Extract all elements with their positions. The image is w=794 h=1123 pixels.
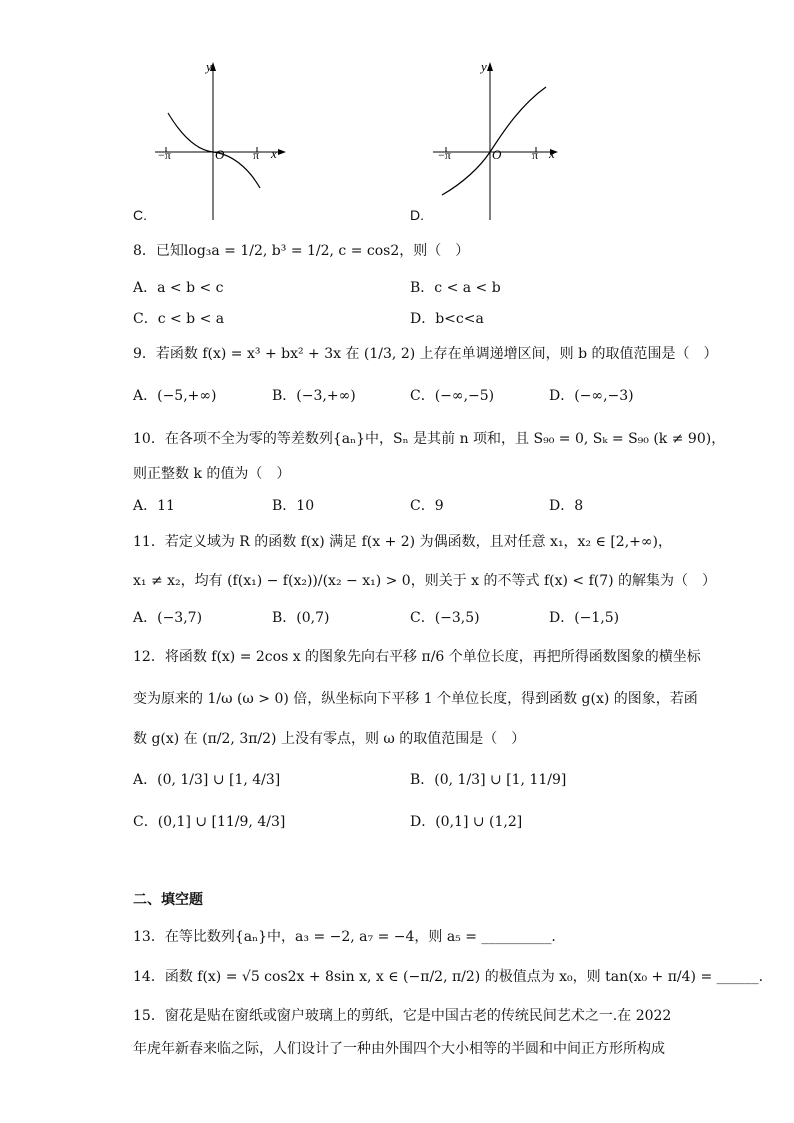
q12-option-d: D．(0,1] ∪ (1,2] bbox=[410, 814, 523, 830]
curve bbox=[168, 113, 260, 188]
x-axis-arrow bbox=[278, 149, 286, 155]
q15-line-2: 年虎年新春来临之际，人们设计了一种由外围四个大小相等的半圆和中间正方形所构成 bbox=[133, 1041, 665, 1057]
q10-option-a: A．11 bbox=[133, 498, 175, 514]
q11-option-d: D．(−1,5) bbox=[549, 610, 620, 626]
q10-stem-2: 则正整数 k 的值为（ ） bbox=[133, 466, 291, 482]
q9-option-b: B．(−3,+∞) bbox=[272, 388, 356, 404]
q11-stem: 11．若定义域为 R 的函数 f(x) 满足 f(x + 2) 为偶函数，且对任意 x₁，x₂ ∈ [2,+∞)， bbox=[133, 534, 672, 550]
q11-option-a: A．(−3,7) bbox=[133, 610, 203, 626]
neg-pi-label: −π bbox=[438, 148, 451, 162]
graph-c-option: C. bbox=[133, 207, 147, 223]
q9-option-a: A．(−5,+∞) bbox=[133, 388, 217, 404]
graph-c-svg bbox=[150, 55, 290, 225]
graph-c bbox=[150, 55, 290, 229]
neg-pi-label: −π bbox=[158, 148, 171, 162]
q12-stem: 12．将函数 f(x) = 2cos x 的图象先向右平移 π/6 个单位长度，再把所得函数图象的横坐标 bbox=[133, 649, 701, 665]
q13: 13．在等比数列{aₙ}中，a₃ = −2, a₇ = −4，则 a₅ = __________. bbox=[133, 929, 556, 945]
pi-label: π bbox=[532, 148, 539, 162]
q9-stem: 9．若函数 f(x) = x³ + bx² + 3x 在 (1/3, 2) 上存在单调递增区间，则 b 的取值范围是（ ） bbox=[133, 346, 718, 362]
q9-option-d: D．(−∞,−3) bbox=[549, 388, 634, 404]
origin-label: O bbox=[215, 147, 225, 162]
q8-option-a: A．a < b < c bbox=[133, 280, 224, 296]
graph-d-svg bbox=[428, 55, 568, 225]
x-label: x bbox=[549, 146, 555, 161]
graph-d-option: D. bbox=[410, 207, 424, 223]
q15-line-1: 15．窗花是贴在窗纸或窗户玻璃上的剪纸，它是中国古老的传统民间艺术之一.在 2022 bbox=[133, 1008, 672, 1024]
q8-option-b: B．c < a < b bbox=[410, 280, 501, 296]
y-axis-arrow bbox=[487, 62, 493, 71]
origin-label: O bbox=[492, 147, 502, 162]
q9-option-c: C．(−∞,−5) bbox=[410, 388, 495, 404]
q10-option-b: B．10 bbox=[272, 498, 315, 514]
q10-option-c: C．9 bbox=[410, 498, 444, 514]
q11-stem-2: x₁ ≠ x₂，均有 (f(x₁) − f(x₂))/(x₂ − x₁) > 0，则关于 x 的不等式 f(x) < f(7) 的解集为（ ） bbox=[133, 573, 717, 589]
q12-stem-2: 变为原来的 1/ω (ω > 0) 倍，纵坐标向下平移 1 个单位长度，得到函数 g(x) 的图象，若函 bbox=[133, 691, 698, 707]
graph-d bbox=[428, 55, 568, 229]
y-label: y bbox=[206, 59, 212, 74]
q10-option-d: D．8 bbox=[549, 498, 584, 514]
x-label: x bbox=[271, 146, 277, 161]
q8-stem: 8．已知log₃a = 1/2, b³ = 1/2, c = cos2，则（ ） bbox=[133, 243, 470, 259]
section-heading: 二、填空题 bbox=[133, 892, 203, 908]
q12-stem-3: 数 g(x) 在 (π/2, 3π/2) 上没有零点，则 ω 的取值范围是（ ） bbox=[133, 731, 526, 747]
q14: 14．函数 f(x) = √5 cos2x + 8sin x, x ∈ (−π/2, π/2) 的极值点为 x₀，则 tan(x₀ + π/4) = ______. bbox=[133, 969, 764, 985]
y-label: y bbox=[481, 59, 487, 74]
q11-option-b: B．(0,7) bbox=[272, 610, 330, 626]
q12-option-a: A．(0, 1/3] ∪ [1, 4/3] bbox=[133, 772, 281, 788]
q8-option-d: D．b<c<a bbox=[410, 311, 484, 327]
q12-option-b: B．(0, 1/3] ∪ [1, 11/9] bbox=[410, 772, 567, 788]
q8-option-c: C．c < b < a bbox=[133, 311, 225, 327]
q12-option-c: C．(0,1] ∪ [11/9, 4/3] bbox=[133, 814, 286, 830]
pi-label: π bbox=[253, 148, 260, 162]
curve bbox=[442, 87, 546, 195]
q10-stem: 10．在各项不全为零的等差数列{aₙ}中，Sₙ 是其前 n 项和，且 S₉₀ = 0, Sₖ = S₉₀ (k ≠ 90)， bbox=[133, 431, 726, 447]
q11-option-c: C．(−3,5) bbox=[410, 610, 480, 626]
